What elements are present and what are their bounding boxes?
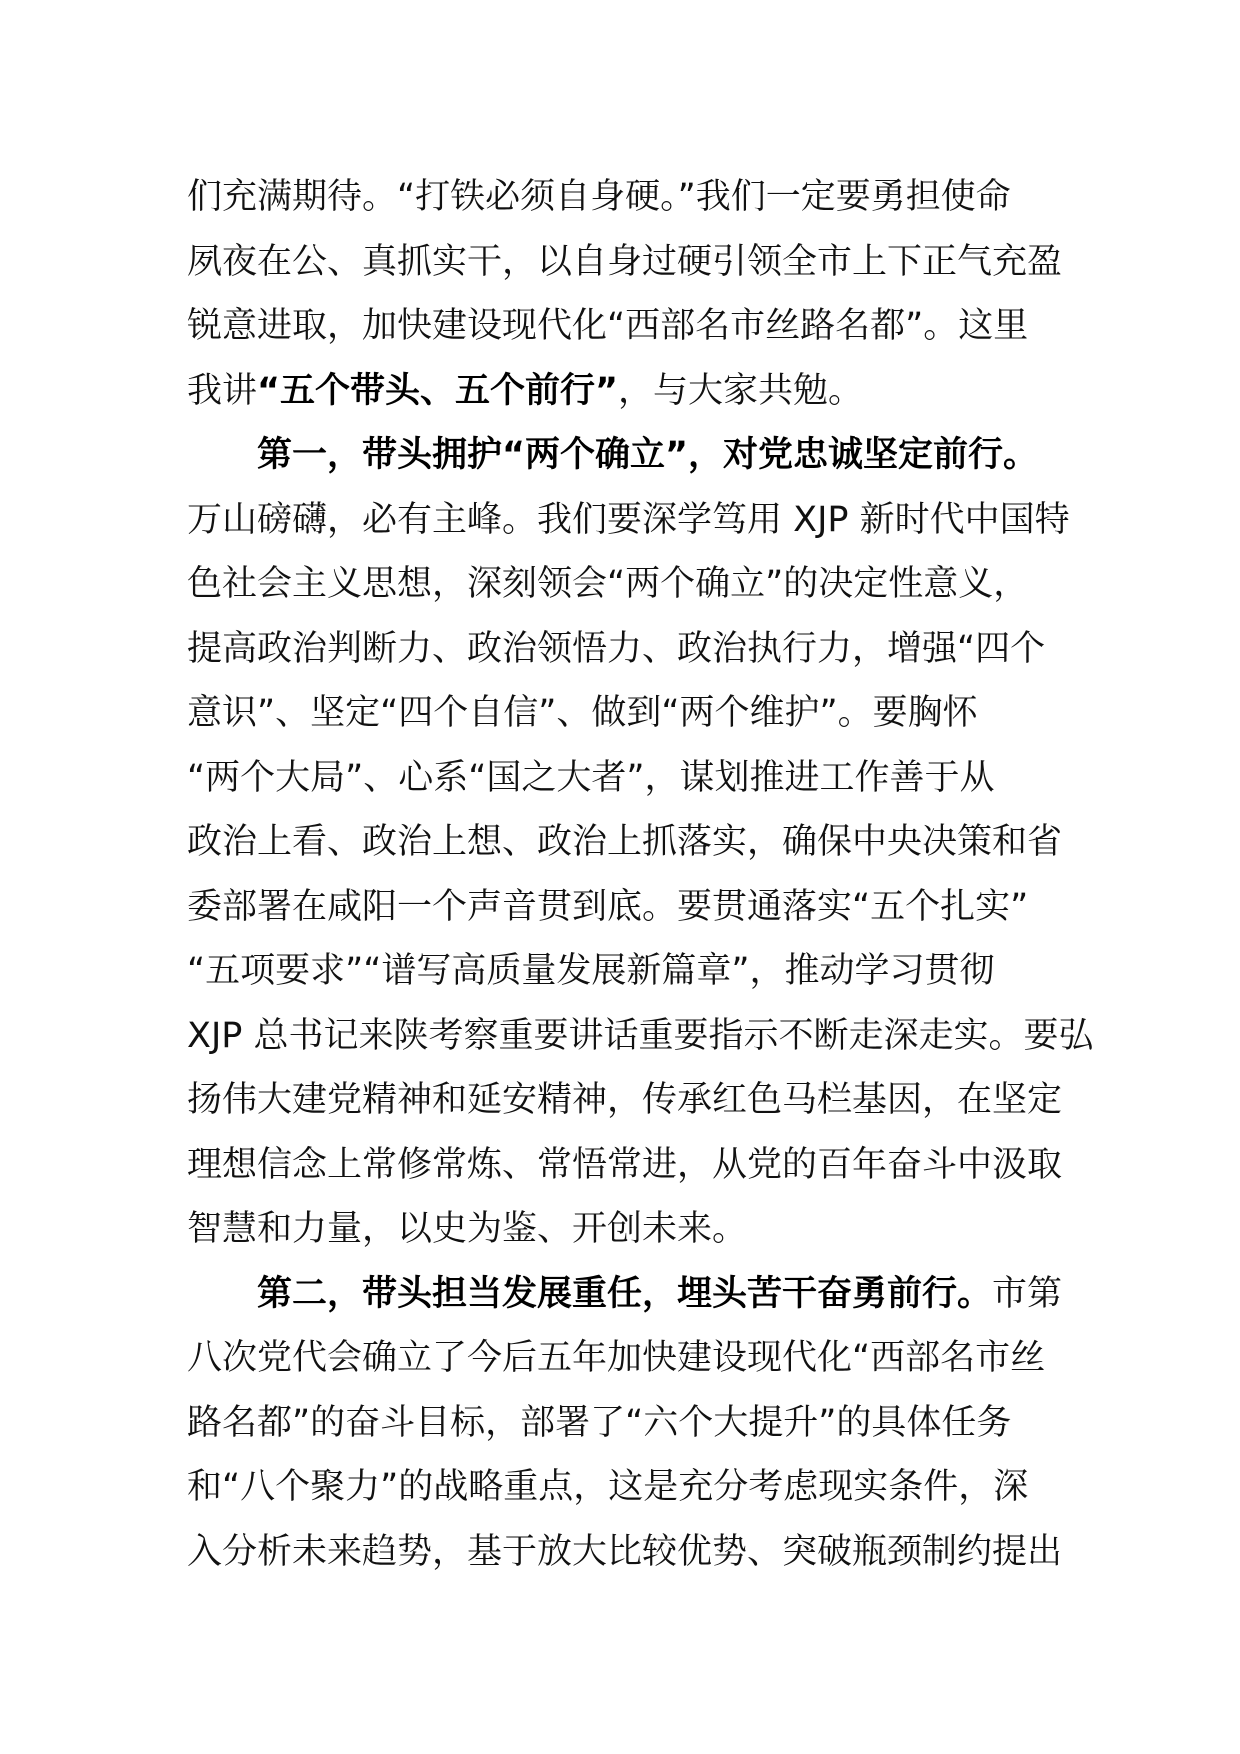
paragraph-line: 理想信念上常修常炼、常悟常进，从党的百年奋斗中汲取 (187, 1144, 1063, 1185)
section-heading: 第二，带头担当发展重任，埋头苦干奋勇前行。 (257, 1273, 993, 1314)
paragraph-line: 智慧和力量，以史为鉴、开创未来。 (187, 1209, 748, 1249)
paragraph-line: 入分析未来趋势，基于放大比较优势、突破瓶颈制约提出 (187, 1531, 1063, 1572)
paragraph-line (187, 359, 1057, 424)
paragraph-line: 提高政治判断力、政治领悟力、政治执行力，增强“四个 (187, 628, 1046, 669)
inline-text: ，与大家共勉。 (618, 370, 864, 411)
paragraph-line: XJP 总书记来陕考察重要讲话重要指示不断走深走实。要弘 (187, 1015, 1094, 1056)
section-heading: 第一，带头拥护“两个确立”，对党忠诚坚定前行。 (257, 435, 1039, 475)
paragraph-line: “五项要求”“谱写高质量发展新篇章”，推动学习贯彻 (187, 951, 995, 991)
paragraph-line: 锐意进取，加快建设现代化“西部名市丝路名都”。这里 (187, 306, 1029, 346)
paragraph-line: 们充满期待。“打铁必须自身硬。”我们一定要勇担使命 (187, 177, 1011, 217)
paragraph-line: 政治上看、政治上想、政治上抓落实，确保中央决策和省 (187, 822, 1063, 862)
paragraph-line: 和“八个聚力”的战略重点，这是充分考虑现实条件，深 (187, 1467, 1029, 1507)
paragraph-line: 路名都”的奋斗目标，部署了“六个大提升”的具体任务 (187, 1402, 1012, 1443)
section-heading-line (187, 1262, 1063, 1327)
paragraph-line: 夙夜在公、真抓实干，以自身过硬引领全市上下正气充盈 (187, 241, 1063, 282)
paragraph-line: 八次党代会确立了今后五年加快建设现代化“西部名市丝 (187, 1338, 1046, 1378)
paragraph-line: 色社会主义思想，深刻领会“两个确立”的决定性意义， (187, 564, 1029, 604)
inline-text: 我讲 (187, 370, 258, 411)
paragraph-line: 委部署在咸阳一个声音贯到底。要贯通落实“五个扎实” (187, 886, 1029, 927)
inline-text: 市第 (992, 1273, 1063, 1314)
paragraph-line: 扬伟大建党精神和延安精神，传承红色马栏基因，在坚定 (187, 1080, 1063, 1120)
emphasis-text: “五个带头、五个前行” (257, 370, 619, 411)
document-body (187, 165, 1094, 1584)
paragraph-line: 意识”、坚定“四个自信”、做到“两个维护”。要胸怀 (187, 693, 978, 733)
paragraph-line: “两个大局”、心系“国之大者”，谋划推进工作善于从 (187, 757, 995, 798)
paragraph-line: 万山磅礴，必有主峰。我们要深学笃用 XJP 新时代中国特 (187, 499, 1070, 540)
